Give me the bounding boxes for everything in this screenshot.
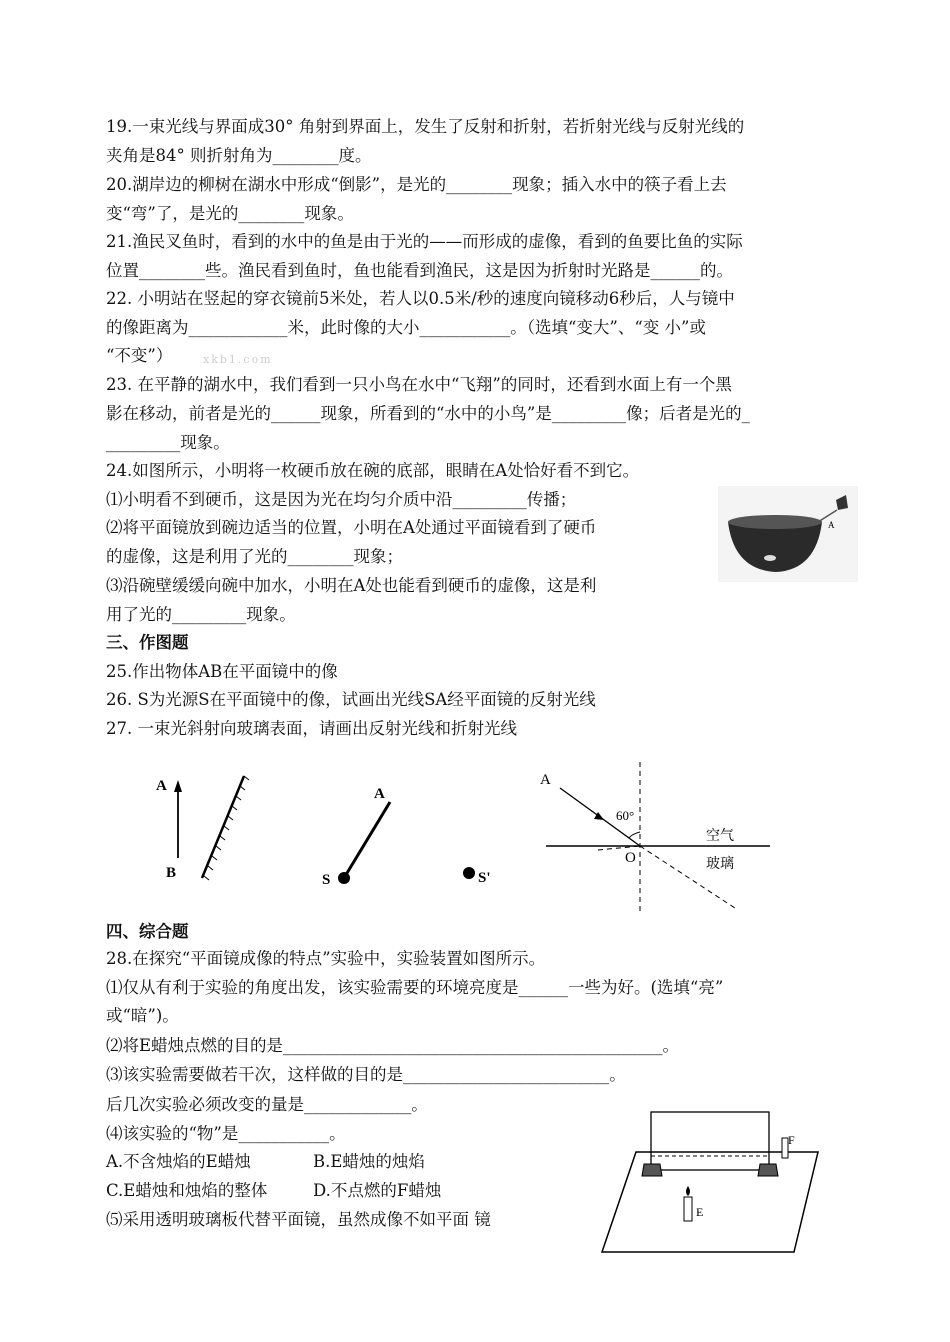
- q20-line2: 变“弯”了，是光的________现象。: [106, 204, 354, 223]
- q28-part1-line1: ⑴仅从有利于实验的角度出发，该实验需要的环境亮度是______一些为好。(选填“亮”: [106, 978, 724, 997]
- q24-stem: 24.如图所示，小明将一枚硬币放在碗的底部，眼睛在A处恰好看不到它。: [106, 461, 640, 480]
- fig25-mirror-diagram: [150, 770, 260, 890]
- q28-option-d: D.不点燃的F蜡烛: [313, 1181, 442, 1200]
- fig25-mirror: [202, 776, 244, 878]
- bowl-label-a: A: [828, 520, 835, 530]
- fig27-label-a: A: [540, 772, 551, 788]
- q28-stem: 28.在探究“平面镜成像的特点”实验中，实验装置如图所示。: [106, 949, 546, 968]
- fig26-ray-sa: [344, 802, 390, 878]
- section4-title: 四、综合题: [106, 922, 189, 941]
- q28-part5: ⑸采用透明玻璃板代替平面镜，虽然成像不如平面 镜: [106, 1210, 491, 1229]
- fig26-label-s-image: S': [478, 870, 491, 886]
- q25-text: 25.作出物体AB在平面镜中的像: [106, 662, 338, 681]
- q26-text: 26. S为光源S在平面镜中的像，试画出光线SA经平面镜的反射光线: [106, 690, 596, 709]
- fig27-refraction-diagram: [538, 762, 778, 912]
- q20-line1: 20.湖岸边的柳树在湖水中形成“倒影”，是光的________现象；插入水中的筷子看上去: [106, 175, 727, 194]
- fig28-glass-plate: [651, 1112, 769, 1170]
- fig27-glass-label: 玻璃: [706, 857, 734, 872]
- q28-part2: ⑵将E蜡烛点燃的目的是______________________________________________。: [106, 1036, 680, 1055]
- section3-title: 三、作图题: [106, 633, 189, 652]
- fig26-label-s: S: [322, 872, 331, 888]
- fig25-label-a: A: [156, 778, 167, 794]
- watermark-text: xkb1.com: [203, 353, 273, 366]
- q27-text: 27. 一束光斜射向玻璃表面，请画出反射光线和折射光线: [106, 719, 517, 738]
- q21-line1: 21.渔民叉鱼时，看到的水中的鱼是由于光的——而形成的虚像，看到的鱼要比鱼的实际: [106, 232, 743, 251]
- fig25-arrow-head: [174, 780, 182, 792]
- q28-part3-line2: 后几次实验必须改变的量是_____________。: [106, 1095, 428, 1114]
- q22-line1: 22. 小明站在竖起的穿衣镜前5米处，若人以0.5米/秒的速度向镜移动6秒后，人与镜中: [106, 289, 735, 308]
- fig27-air-label: 空气: [706, 829, 734, 844]
- q24-part3-line2: 用了光的_________现象。: [106, 605, 296, 624]
- q19-line1: 19.一束光线与界面成30° 角射到界面上，发生了反射和折射，若折射光线与反射光线的: [106, 117, 745, 136]
- q28-part3-line1: ⑶该实验需要做若干次，这样做的目的是_________________________。: [106, 1065, 626, 1084]
- q22-line2: 的像距离为____________米，此时像的大小___________。（选填“变大”、“变 小”或: [106, 318, 706, 337]
- q23-line1: 23. 在平静的湖水中，我们看到一只小鸟在水中“飞翔”的同时，还看到水面上有一个黑: [106, 375, 732, 394]
- fig26-source-dot: [338, 872, 350, 884]
- fig28-flame-icon: [686, 1186, 690, 1196]
- fig26-image-dot: [463, 867, 475, 879]
- q22-line3: “不变”）: [106, 346, 173, 365]
- q24-part2-line1: ⑵将平面镜放到碗边适当的位置，小明在A处通过平面镜看到了硬币: [106, 518, 597, 537]
- fig28-support-left: [642, 1164, 662, 1176]
- fig28-support-right: [758, 1164, 778, 1176]
- q24-part3-line1: ⑶沿碗壁缓缓向碗中加水，小明在A处也能看到硬币的虚像，这是利: [106, 576, 597, 595]
- fig28-label-f: F: [788, 1133, 795, 1147]
- fig25-label-b: B: [166, 865, 177, 881]
- q23-line2: 影在移动，前者是光的______现象，所看到的“水中的小鸟”是_________像；后者是光的_: [106, 404, 750, 423]
- bowl-figure: [718, 486, 858, 582]
- q28-part1-line2: 或“暗”)。: [106, 1006, 179, 1025]
- fig27-angle-label: 60°: [616, 808, 635, 823]
- q28-option-a: A.不含烛焰的E蜡烛: [106, 1152, 251, 1171]
- fig28-table: [602, 1152, 818, 1252]
- q28-option-b: B.E蜡烛的烛焰: [313, 1152, 425, 1171]
- q28-option-c: C.E蜡烛和烛焰的整体: [106, 1181, 268, 1200]
- fig28-experiment-diagram: [596, 1106, 826, 1256]
- fig27-dashed-ray-2: [640, 846, 738, 910]
- q19-line2: 夹角是84° 则折射角为________度。: [106, 146, 372, 165]
- q24-part2-line2: 的虚像，这是利用了光的________现象；: [106, 547, 403, 566]
- fig26-ray-diagram: [318, 780, 528, 895]
- fig26-label-a: A: [374, 786, 385, 802]
- fig27-label-o: O: [625, 850, 636, 866]
- q24-part1: ⑴小明看不到硬币，这是因为光在均匀介质中沿_________传播；: [106, 490, 577, 509]
- fig28-candle-e: [684, 1197, 692, 1221]
- q21-line2: 位置________些。渔民看到鱼时，鱼也能看到渔民，这是因为折射时光路是______的。: [106, 261, 733, 280]
- fig27-angle-arc: [629, 832, 640, 838]
- q28-part4: ⑷该实验的“物”是___________。: [106, 1124, 346, 1143]
- q23-line3: _________现象。: [106, 433, 230, 452]
- fig28-label-e: E: [696, 1205, 704, 1219]
